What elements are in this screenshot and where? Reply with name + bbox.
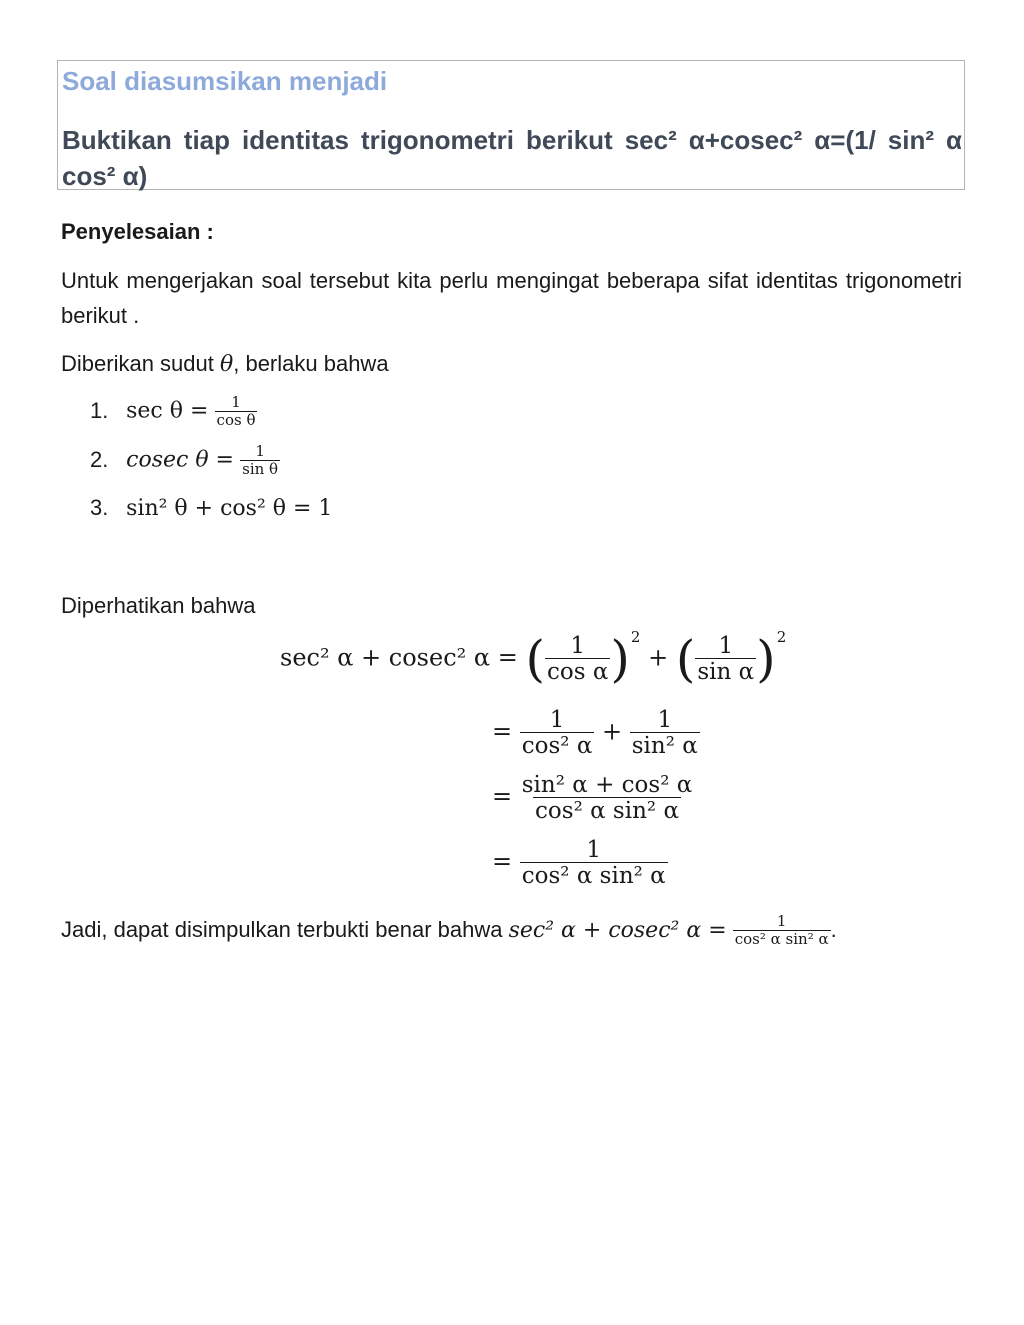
identity-expression: sin² θ + cos² θ = 1 <box>126 496 333 521</box>
fraction-numerator: 1 <box>657 707 673 733</box>
fraction-numerator: 1 <box>570 633 585 659</box>
fraction-denominator: sin α <box>697 659 755 686</box>
given-text-after: , berlaku bahwa <box>233 351 389 376</box>
fraction-numerator: 1 <box>231 393 241 411</box>
fraction-denominator: cos² α sin² α <box>734 930 829 949</box>
left-paren: ( <box>675 630 696 689</box>
identity-lhs: cosec θ = <box>126 447 234 473</box>
intro-paragraph: Untuk mengerjakan soal tersebut kita perlu mengingat beberapa sifat identitas trigonometri berikut . <box>61 268 962 328</box>
identity-item-1 <box>90 395 257 429</box>
identity-lhs: sec θ = <box>126 398 209 424</box>
derivation-fraction <box>695 634 756 684</box>
derivation-line-3 <box>492 773 694 823</box>
identity-item-3 <box>90 495 332 521</box>
fraction-numerator: 1 <box>586 837 602 863</box>
derivation-line-2 <box>492 708 700 758</box>
given-text-before: Diberikan sudut <box>61 351 220 376</box>
fraction-numerator: sin² α + cos² α <box>521 772 693 798</box>
fraction-denominator: cos θ <box>216 410 256 429</box>
equals-sign: = <box>492 782 513 811</box>
plus-sign: + <box>602 717 623 746</box>
derivation-line-1 <box>280 627 787 689</box>
derivation-lhs: sec² α + cosec² α = <box>280 643 518 672</box>
fraction-numerator: 1 <box>718 633 734 659</box>
question-box <box>57 60 965 190</box>
derivation-line-4 <box>492 838 668 888</box>
identity-number: 1. <box>90 397 109 423</box>
identity-fraction <box>240 444 280 478</box>
exponent: 2 <box>776 627 787 646</box>
right-paren: ) <box>756 630 776 689</box>
fraction-denominator: sin² α <box>631 733 698 760</box>
fraction-denominator: sin θ <box>242 459 279 478</box>
question-heading: Soal diasumsikan menjadi <box>62 66 388 96</box>
fraction-denominator: cos² α sin² α <box>521 863 666 890</box>
fraction-denominator: cos² α <box>521 733 593 760</box>
derivation-fraction <box>520 838 668 888</box>
left-paren: ( <box>525 630 545 689</box>
conclusion-sentence <box>61 912 837 948</box>
derivation-fraction <box>630 708 700 758</box>
fraction-numerator: 1 <box>549 707 565 733</box>
identity-number: 3. <box>90 495 109 520</box>
given-sentence <box>61 346 389 382</box>
fraction-numerator: 1 <box>776 912 787 931</box>
fraction-denominator: cos α <box>547 659 609 686</box>
conclusion-period: . <box>830 917 837 942</box>
conclusion-fraction <box>733 914 831 948</box>
observe-sentence: Diperhatikan bahwa <box>61 593 256 618</box>
solution-label: Penyelesaian : <box>61 219 214 244</box>
exponent: 2 <box>630 627 641 646</box>
derivation-fraction <box>520 708 595 758</box>
identity-number: 2. <box>90 446 109 472</box>
right-paren: ) <box>610 630 630 689</box>
conclusion-lhs: sec² α + cosec² α = <box>508 918 727 943</box>
equals-sign: = <box>492 717 513 746</box>
plus-sign: + <box>648 643 669 672</box>
identity-fraction <box>215 395 258 429</box>
fraction-denominator: cos² α sin² α <box>535 798 679 825</box>
conclusion-text: Jadi, dapat disimpulkan terbukti benar bahwa <box>61 917 509 942</box>
identity-item-2 <box>90 444 280 478</box>
given-variable: θ <box>219 352 234 377</box>
derivation-fraction <box>545 634 610 684</box>
equals-sign: = <box>492 847 513 876</box>
question-text: Buktikan tiap identitas trigonometri berikut sec² α+cosec² α=(1/ sin² α cos² α) <box>62 125 962 191</box>
fraction-numerator: 1 <box>255 442 265 460</box>
derivation-fraction <box>520 773 695 823</box>
